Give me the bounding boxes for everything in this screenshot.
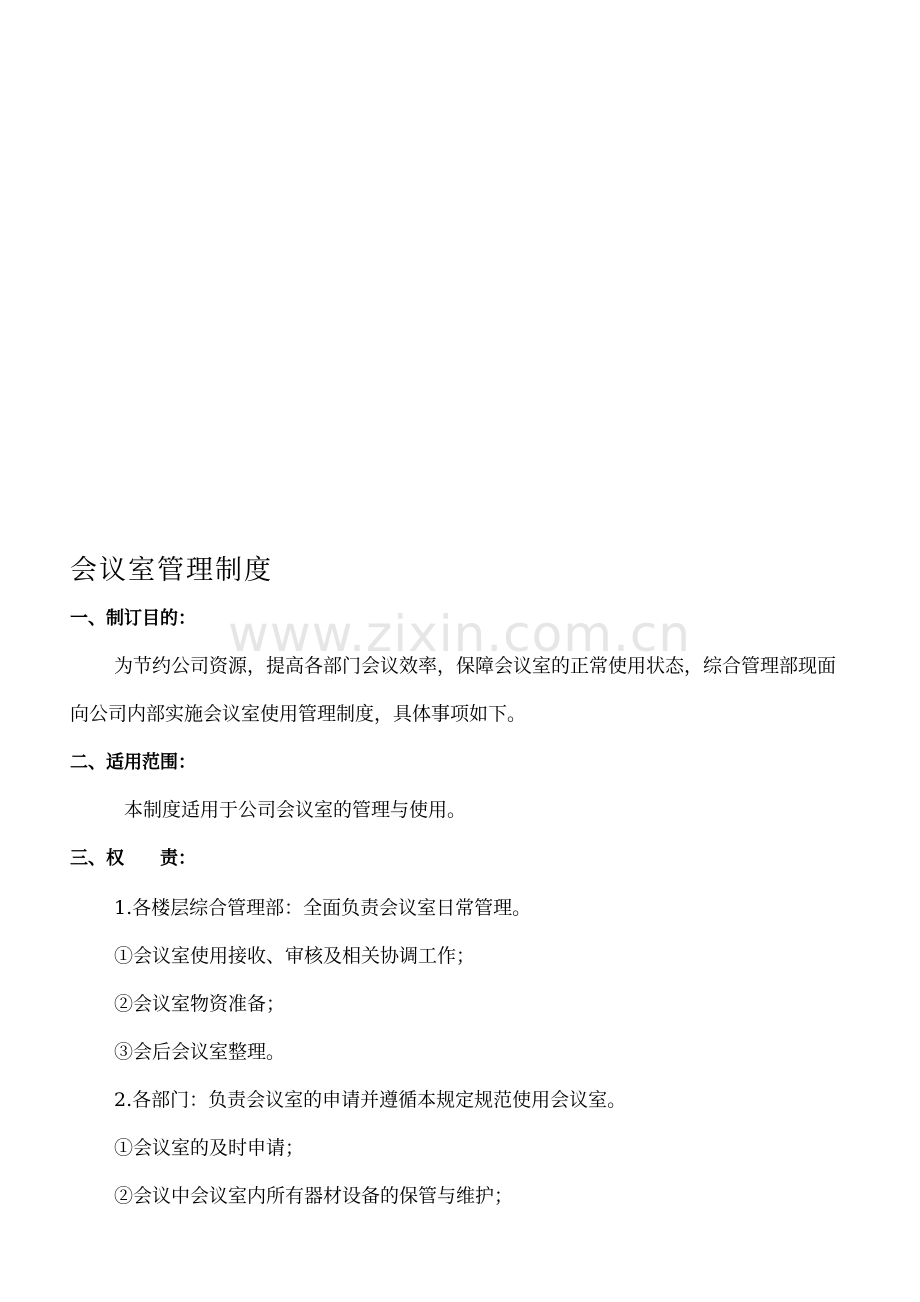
section-3-line-2: ①会议室使用接收、审核及相关协调工作； [114,945,476,967]
section-3-heading: 三、权 责： [70,848,196,869]
section-2-heading: 二、适用范围： [70,752,196,773]
watermark: www.zixin.com.cn [228,605,692,663]
section-3-line-6: ①会议室的及时申请； [114,1137,305,1159]
section-3-line-1: 1.各楼层综合管理部：全面负责会议室日常管理。 [114,897,532,919]
section-1-paragraph [70,642,850,738]
section-1-heading: 一、制订目的： [70,608,196,629]
section-2-body: 本制度适用于公司会议室的管理与使用。 [124,799,467,821]
section-3-line-3: ②会议室物资准备； [114,993,286,1015]
document-title: 会议室管理制度 [70,555,273,586]
section-3-line-7: ②会议中会议室内所有器材设备的保管与维护； [114,1185,514,1207]
section-3-line-4: ③会后会议室整理。 [114,1041,286,1063]
section-1-body: 为节约公司资源，提高各部门会议效率，保障会议室的正常使用状态，综合管理部现面向公司内部实施会议室使用管理制度，具体事项如下。 [70,655,837,725]
section-3-line-5: 2.各部门：负责会议室的申请并遵循本规定规范使用会议室。 [114,1089,627,1111]
